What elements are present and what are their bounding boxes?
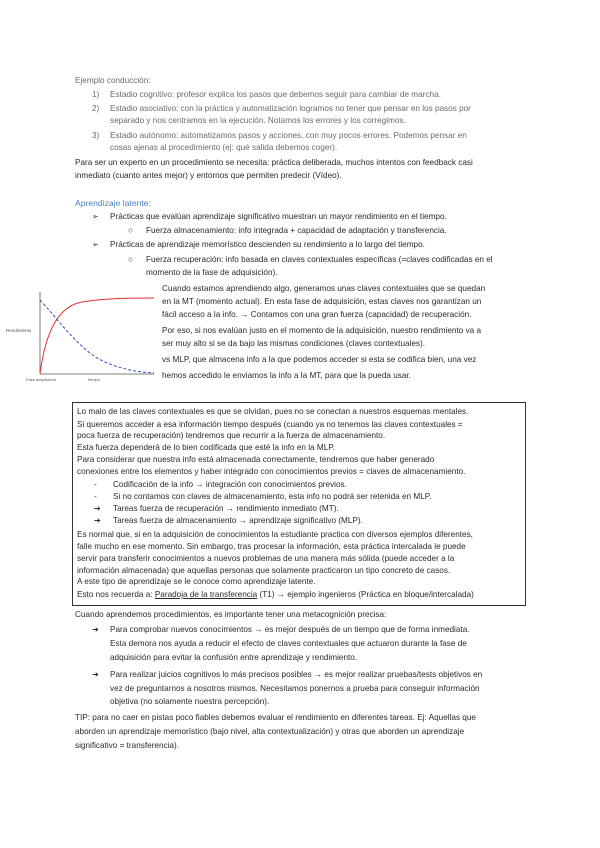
list-item: Estadio autónomo: automatizamos pasos y acciones, con muy pocos errores. Podemos pensar en (110, 131, 467, 140)
dash-bullet-icon: - (94, 480, 97, 489)
chart-y-label: Rendimiento (6, 328, 32, 333)
sub-bullet-text-continued: momento de la fase de adquisición). (146, 268, 278, 277)
paragraph: Cuando aprendemos procedimientos, es importante tener una metacognición precisa: (75, 610, 387, 619)
box-line: poca fuerza de recuperación) tendremos que recurrir a la fuerza de almacenamiento. (77, 431, 386, 440)
tip-line: aborden un aprendizaje memorístico (bajo nivel, alta contextualización) y otras que aborden un aprendizaje (75, 727, 465, 736)
bullet-text: Prácticas que evalúan aprendizaje significativo muestran un mayor rendimiento en el tiempo. (110, 212, 447, 221)
arrow-bullet-text-continued: objetiva (no solamente nuestra percepción). (110, 697, 270, 706)
paragraph: vs MLP, que almacena info a la que podemos acceder si esta se codifica bien, una vez (162, 355, 477, 364)
chart-x-label-right: tiempo (88, 377, 101, 382)
arrow-bullet-icon: ➢ (92, 240, 99, 249)
paragraph: inmediato (cuanto antes mejor) y entornos que permiten predecir (Vídeo). (75, 171, 342, 180)
box-recall-line (77, 590, 474, 600)
arrow-bullet-icon: ➢ (92, 212, 99, 221)
arrow-icon: ➔ (92, 670, 99, 679)
box-line: Si queremos acceder a esa información tiempo después (cuando ya no tenemos las claves contextuales = (77, 420, 463, 429)
arrow-bullet-text: Para realizar juicios cognitivos lo más precisos posibles → es mejor realizar pruebas/tests objetivos en (110, 670, 483, 679)
paragraph: fácil acceso a la info. → Contamos con una gran fuerza (capacidad) de recuperación. (162, 310, 472, 319)
recall-prefix: Esto nos recuerda a: (77, 590, 155, 599)
box-line: información almacenada) que aquellas personas que solamente practicaron un tipo concreto de casos. (77, 566, 451, 575)
box-line: Lo malo de las claves contextuales es que se olvidan, pues no se conectan a nuestros esquemas mentales. (77, 407, 469, 416)
circle-bullet-icon: ○ (128, 255, 133, 264)
paragraph: Por eso, si nos evalúan justo en el momento de la adquisición, nuestro rendimiento va a (162, 326, 482, 335)
box-line: conexiones entre los elementos y haber integrado con conocimientos previos = claves de almacenamiento. (77, 467, 466, 476)
arrow-bullet-text-continued: adquisición para evitar la confusión entre aprendizaje y rendimiento. (110, 653, 358, 662)
arrow-icon: ➔ (92, 625, 99, 634)
recall-suffix: (T1) → ejemplo ingenieros (Práctica en bloque/intercalada) (257, 590, 474, 599)
paragraph: ser muy alto si se da bajo las mismas condiciones (claves contextuales). (162, 339, 426, 348)
tip-line: TIP: para no caer en pistas poco fiables debemos evaluar el rendimiento en diferentes tareas. Ej: Aquellas que (75, 713, 476, 722)
box-line: Para considerar que nuestra info está almacenada correctamente, tendremos que haber generado (77, 455, 435, 464)
box-line: falle mucho en ese momento. Sin embargo, tras procesar la información, esta práctica intercalada le puede (77, 542, 466, 551)
chart-x-label-left: Fase adquisición (26, 377, 57, 382)
dash-bullet-text: Si no contamos con claves de almacenamiento, esta info no podrá ser retenida en MLP. (113, 492, 432, 501)
list-item-continued: separado y nos centramos en la ejecución. Notamos los errores y los corregimos. (110, 116, 406, 125)
tip-line: significativo = transferencia). (75, 741, 179, 750)
paragraph: hemos accedido le enviamos la info a la MT, para que la pueda usar. (162, 371, 411, 380)
box-line: servir para transferir conocimientos a nuevos problemas de una manera más sólida (puede acceder a la (77, 554, 455, 563)
box-line: A este tipo de aprendizaje se le conoce como aprendizaje latente. (77, 577, 316, 586)
arrow-bullet-text-continued: vez de preguntarnos a nosotros mismos. Necesitamos ponernos a prueba para conseguir información (110, 684, 480, 693)
box-line: Esta fuerza dependerá de lo bien codificada que esté la info en la MLP. (77, 443, 335, 452)
performance-curve-chart (6, 288, 157, 388)
list-item: Estadio asociativo: con la práctica y automatización logramos no tener que pensar en los pasos por (110, 104, 471, 113)
paragraph: Para ser un experto en un procedimiento se necesita: práctica deliberada, muchos intentos con feedback casi (75, 158, 473, 167)
arrow-icon: ➔ (94, 516, 101, 525)
list-item: Estadio cognitivo: profesor explica los pasos que debemos seguir para cambiar de marcha. (110, 90, 441, 99)
transfer-paradox-link[interactable]: Paradoja de la transferencia (154, 590, 258, 599)
dash-bullet-icon: - (94, 492, 97, 501)
list-number: 3) (92, 131, 100, 140)
paragraph: en la MT (momento actual). En esta fase de adquisición, estas claves nos garantizan un (162, 297, 482, 306)
sub-bullet-text: Fuerza recuperación: info basada en claves contextuales específicas (=claves codificadas en el (146, 255, 493, 264)
arrow-bullet-text: Tareas fuerza de almacenamiento → aprendizaje significativo (MLP). (113, 516, 363, 525)
bullet-text: Prácticas de aprendizaje memorístico descienden su rendimiento a lo largo del tiempo. (110, 240, 425, 249)
arrow-bullet-text: Para comprobar nuevos conocimientos → es mejor después de un tiempo que de forma inmediata. (110, 625, 470, 634)
arrow-icon: ➔ (94, 504, 101, 513)
dash-bullet-text: Codificación de la info → integración con conocimientos previos. (113, 480, 347, 489)
list-number: 1) (92, 90, 100, 99)
arrow-bullet-text-continued: Esta demora nos ayuda a reducir el efecto de claves contextuales que actuaron durante la fase de (110, 639, 467, 648)
paragraph: Cuando estamos aprendiendo algo, generamos unas claves contextuales que se quedan (162, 284, 486, 293)
retrieval-strength-curve (40, 300, 154, 373)
circle-bullet-icon: ○ (128, 226, 133, 235)
sub-bullet-text: Fuerza almacenamiento: info integrada + capacidad de adaptación y transferencia. (146, 226, 447, 235)
box-line: Es normal que, si en la adquisición de conocimientos la estudiante practica con diversos ejemplos diferentes, (77, 530, 473, 539)
list-number: 2) (92, 104, 100, 113)
list-item-continued: cosas ajenas al procedimiento (ej: qué salida debemos coger). (110, 143, 338, 152)
arrow-bullet-text: Tareas fuerza de recuperación → rendimiento inmediato (MT). (113, 504, 339, 513)
example-title: Ejemplo conducción: (75, 76, 151, 85)
section-heading: Aprendizaje latente: (75, 198, 151, 208)
storage-strength-curve (40, 298, 154, 374)
